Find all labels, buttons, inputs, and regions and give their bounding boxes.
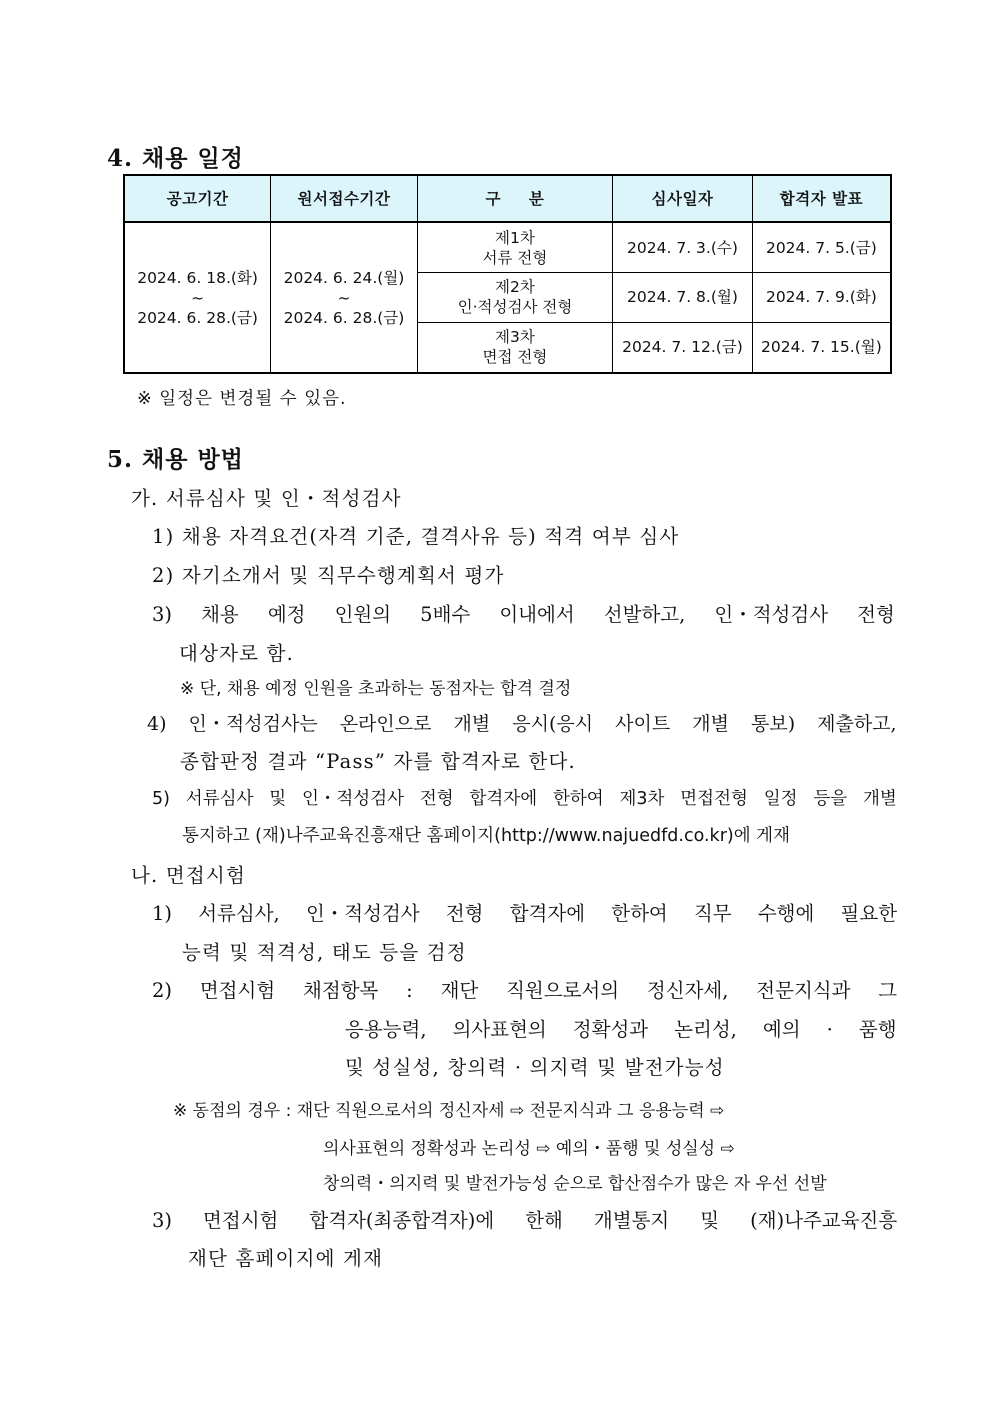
stage-cell: [417, 273, 612, 323]
na-item-1-cont: 능력 및 적격성, 태도 등을 검정: [182, 941, 467, 964]
tie-rule-line-2: 의사표현의 정확성과 논리성 ⇨ 예의・품행 및 성실성 ⇨: [323, 1139, 735, 1159]
ga-item-4-cont: 종합판정 결과 “Pass” 자를 합격자로 한다.: [180, 750, 576, 773]
announce-period-cell: [124, 222, 271, 373]
stage-name: 인·적성검사 전형: [457, 298, 573, 317]
ga-item-5: 5) 서류심사 및 인・적성검사 전형 합격자에 한하여 제3차 면접전형 일정 등을 개별: [152, 789, 897, 809]
stage-number: 제1차: [495, 228, 535, 247]
apply-period-cell: [271, 222, 418, 373]
schedule-table: [123, 174, 892, 374]
stage-name: 면접 전형: [482, 348, 548, 367]
announce-date-cell: 2024. 7. 5.(금): [752, 222, 891, 273]
ga-item-5-cont: 통지하고 (재)나주교육진흥재단 홈페이지(http://www.najuedfd.co.kr)에 게재: [182, 826, 790, 846]
section-5-heading: 5. 채용 방법: [107, 446, 244, 473]
ga-item-2: 2) 자기소개서 및 직무수행계획서 평가: [152, 564, 505, 587]
ga-item-3-cont: 대상자로 함.: [179, 642, 294, 665]
header-apply-period: 원서접수기간: [271, 175, 418, 222]
announce-date-cell: 2024. 7. 15.(월): [752, 322, 891, 373]
apply-tilde: ~: [337, 288, 351, 307]
na-item-2: 2) 면접시험 채점항목 : 재단 직원으로서의 정신자세, 전문지식과 그: [152, 979, 898, 1002]
stage-cell: [417, 322, 612, 373]
header-review-date: 심사일자: [613, 175, 753, 222]
announce-end: 2024. 6. 28.(금): [137, 308, 258, 327]
na-item-3: 3) 면접시험 합격자(최종합격자)에 한해 개별통지 및 (재)나주교육진흥: [152, 1209, 898, 1232]
header-stage: 구 분: [417, 175, 612, 222]
table-header-row: [124, 175, 891, 222]
schedule-note: ※ 일정은 변경될 수 있음.: [137, 389, 347, 409]
na-item-2-cont-1: 응용능력, 의사표현의 정확성과 논리성, 예의 · 품행: [345, 1018, 897, 1041]
header-result-date: 합격자 발표: [752, 175, 891, 222]
section-4-heading: 4. 채용 일정: [107, 145, 244, 172]
na-item-2-cont-2: 및 성실성, 창의력 · 의지력 및 발전가능성: [345, 1056, 725, 1079]
announce-tilde: ~: [191, 288, 205, 307]
na-item-1: 1) 서류심사, 인・적성검사 전형 합격자에 한하여 직무 수행에 필요한: [152, 902, 898, 925]
tie-rule-line-3: 창의력・의지력 및 발전가능성 순으로 합산점수가 많은 자 우선 선발: [323, 1174, 827, 1194]
ga-item-4: 4) 인・적성검사는 온라인으로 개별 응시(응시 사이트 개별 통보) 제출하고,: [147, 713, 897, 735]
stage-number: 제2차: [495, 278, 535, 297]
header-announce-period: 공고기간: [124, 175, 271, 222]
subsection-na-title: 나. 면접시험: [131, 864, 246, 887]
announce-date-cell: 2024. 7. 9.(화): [752, 273, 891, 323]
review-date-cell: 2024. 7. 12.(금): [613, 322, 753, 373]
review-date-cell: 2024. 7. 8.(월): [613, 273, 753, 323]
ga-item-3-note: ※ 단, 채용 예정 인원을 초과하는 동점자는 합격 결정: [180, 679, 572, 699]
ga-item-3: 3) 채용 예정 인원의 5배수 이내에서 선발하고, 인・적성검사 전형: [152, 603, 895, 626]
tie-rule-line-1: ※ 동점의 경우 : 재단 직원으로서의 정신자세 ⇨ 전문지식과 그 응용능력 ⇨: [173, 1101, 725, 1121]
apply-start: 2024. 6. 24.(월): [283, 268, 405, 287]
stage-cell: [417, 222, 612, 273]
apply-end: 2024. 6. 28.(금): [283, 308, 405, 327]
announce-start: 2024. 6. 18.(화): [137, 268, 258, 287]
review-date-cell: 2024. 7. 3.(수): [613, 222, 753, 273]
subsection-ga-title: 가. 서류심사 및 인・적성검사: [131, 487, 402, 510]
ga-item-1: 1) 채용 자격요건(자격 기준, 결격사유 등) 적격 여부 심사: [152, 525, 680, 548]
na-item-3-cont: 재단 홈페이지에 게재: [188, 1247, 384, 1270]
stage-number: 제3차: [495, 328, 535, 347]
table-row: [124, 222, 891, 273]
stage-name: 서류 전형: [482, 248, 548, 267]
